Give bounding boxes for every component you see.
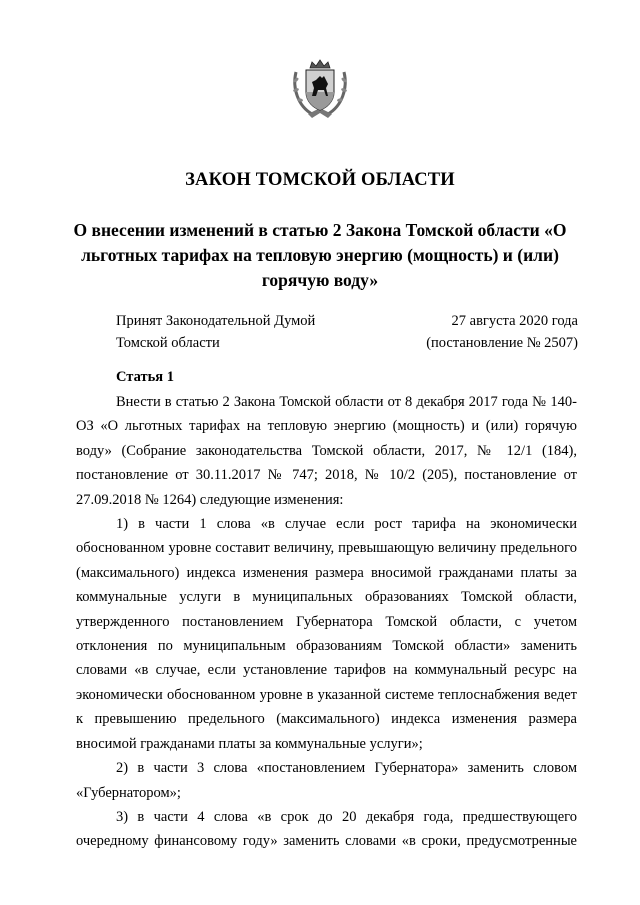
article-paragraph: Внести в статью 2 Закона Томской области от 8 декабря 2017 года № 140-ОЗ «О льготных тарифах на тепловую энергию (мощность) и (или) горячую воду» (Собрание законодательства Томской области, 2017, № 12/1 (184), постановление от 30.11.2017 № 747; 2018, № 10/2 (205), постановление от 27.09.2018 № 1264) следующие изменения:	[76, 394, 577, 508]
article-paragraph: 1) в части 1 слова «в случае если рост тарифа на экономически обоснованном уровне составит величину, превышающую величину предельного (максимального) индекса изменения размера вносимой гражданами платы за коммунальные услуги в муниципальных образованиях Томской области, утвержденного постановлением Губернатора Томской области, с учетом отклонения по муниципальным образованиям Томской области» заменить словами «в случае, если установление тарифов на коммунальный ресурс на экономически обоснованном уровне в указанной системе теплоснабжения ведет к превышению предельного (максимального) индекса изменения размера вносимой гражданами платы за коммунальные услуги»;	[76, 516, 577, 752]
adoption-details	[426, 310, 578, 354]
document-title: ЗАКОН ТОМСКОЙ ОБЛАСТИ	[185, 170, 455, 190]
adoption-resolution: (постановление № 2507)	[426, 335, 578, 351]
document-subtitle: О внесении изменений в статью 2 Закона Томской области «О льготных тарифах на тепловую энергию (мощность) и (или) горячую воду»	[73, 220, 567, 290]
article-paragraph: 2) в части 3 слова «постановлением Губернатора» заменить словом «Губернатором»;	[76, 760, 577, 801]
adoption-date: 27 августа 2020 года	[451, 313, 578, 329]
adoption-body	[116, 310, 315, 354]
article-paragraph: 3) в части 4 слова «в срок до 20 декабря года, предшествующего очередному финансовому году» заменить словами «в сроки, предусмотренные	[76, 808, 577, 850]
adoption-body-line1: Принят Законодательной Думой	[116, 313, 316, 329]
article-title: Статья 1	[116, 369, 174, 385]
tomsk-oblast-coat-of-arms-icon	[290, 58, 350, 120]
adoption-body-line2: Томской области	[116, 335, 220, 351]
article-body	[76, 390, 577, 854]
